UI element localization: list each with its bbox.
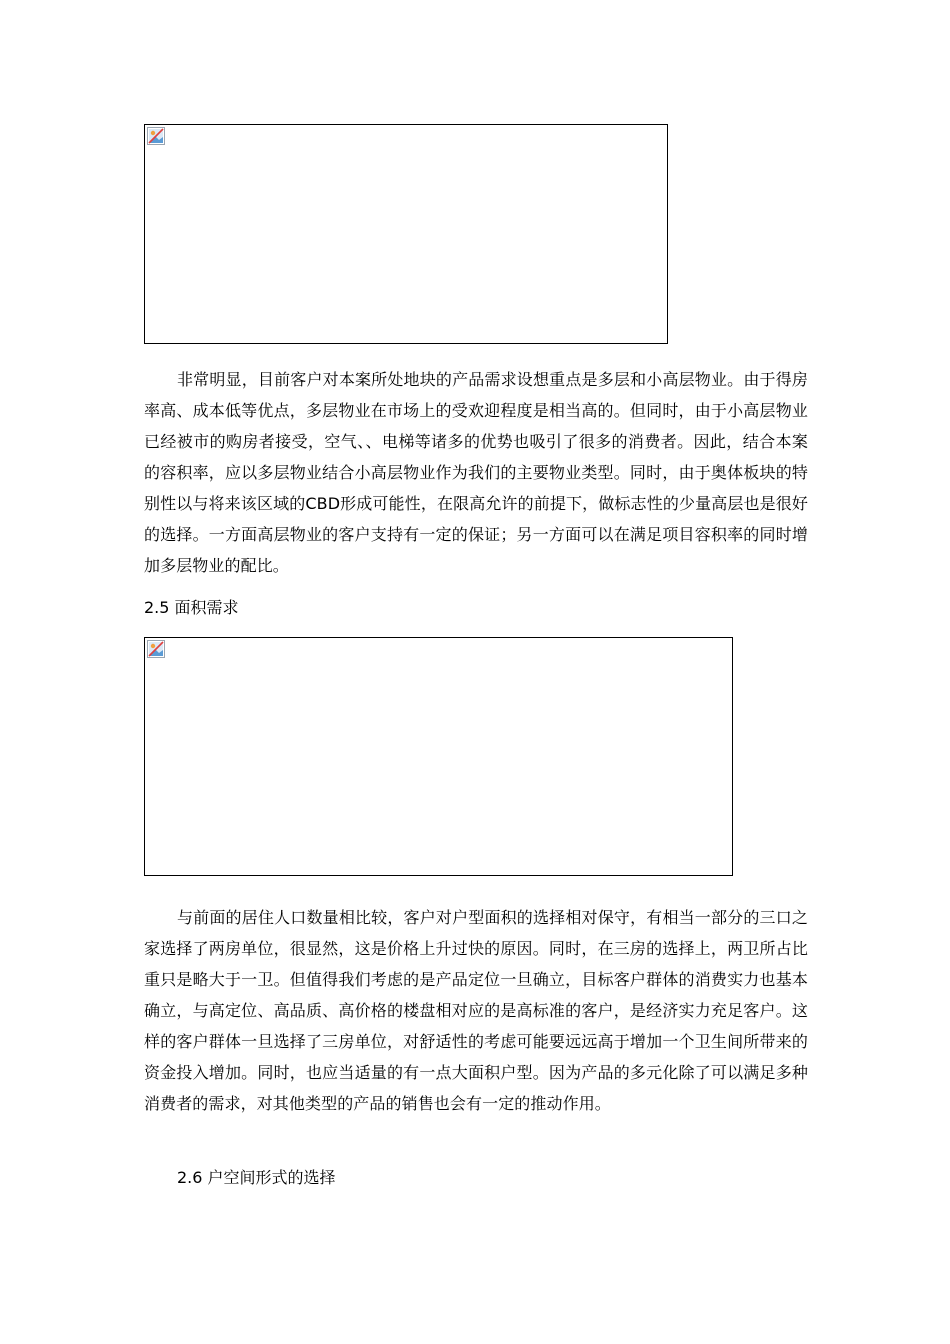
paragraph-2: 与前面的居住人口数量相比较，客户对户型面积的选择相对保守，有相当一部分的三口之家选择了两房单位，很显然，这是价格上升过快的原因。同时，在三房的选择上，两卫所占比重只是略大于一卫。但值得我们考虑的是产品定位一旦确立，目标客户群体的消费实力也基本确立，与高定位、高品质、高价格的楼盘相对应的是高标准的客户，是经济实力充足客户。这样的客户群体一旦选择了三房单位，对舒适性的考虑可能要远远高于增加一个卫生间所带来的资金投入增加。同时，也应当适量的有一点大面积户型。因为产品的多元化除了可以满足多种消费者的需求，对其他类型的产品的销售也会有一定的推动作用。: [144, 908, 808, 1113]
figure-1-placeholder: [144, 124, 668, 344]
section-heading-2-6: 2.6 户空间形式的选择: [177, 1168, 336, 1187]
paragraph-1: 非常明显，目前客户对本案所处地块的产品需求设想重点是多层和小高层物业。由于得房率高、成本低等优点，多层物业在市场上的受欢迎程度是相当高的。但同时，由于小高层物业已经被市的购房者接受，空气、、电梯等诸多的优势也吸引了很多的消费者。因此，结合本案的容积率，应以多层物业结合小高层物业作为我们的主要物业类型。同时，由于奥体板块的特别性以与将来该区域的CBD形成可能性，在限高允许的前提下，做标志性的少量高层也是很好的选择。一方面高层物业的客户支持有一定的保证；另一方面可以在满足项目容积率的同时增加多层物业的配比。: [144, 370, 808, 575]
section-heading-2-5: 2.5 面积需求: [144, 598, 239, 617]
figure-2-placeholder: [144, 637, 733, 876]
broken-image-icon: [147, 640, 165, 658]
broken-image-icon: [147, 127, 165, 145]
